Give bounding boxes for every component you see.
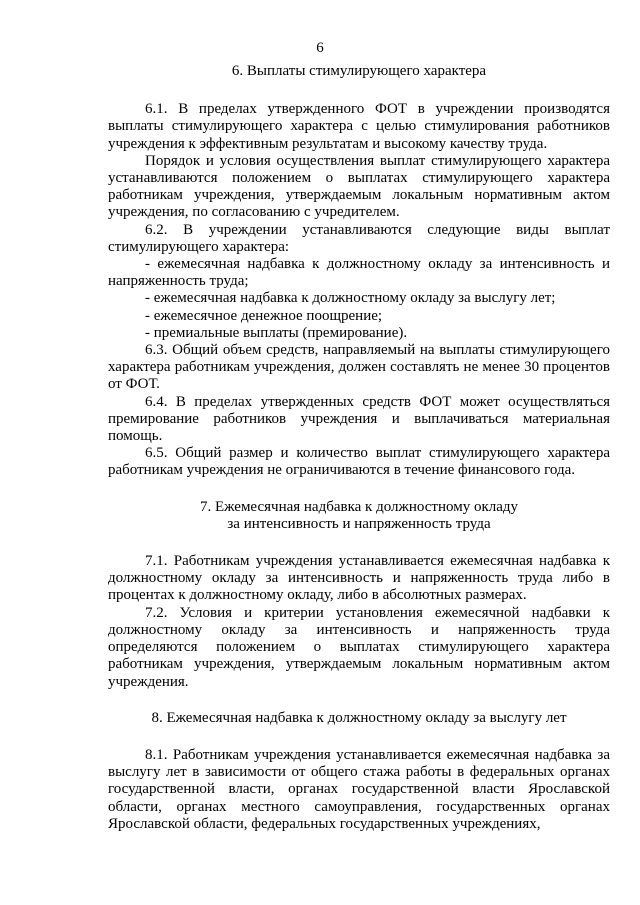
page-number: 6 (316, 40, 324, 56)
list-item-monetary-reward: - ежемесячное денежное поощрение; (145, 307, 383, 324)
paragraph-6-2: 6.2. В учреждении устанавливаются следующие виды выплат стимулирующего характера: (108, 221, 610, 255)
paragraph-8-1: 8.1. Работникам учреждения устанавливается ежемесячная надбавка за выслугу лет в зависимости от общего стажа работы в федеральных органах государственной власти, органах государственной власти Ярославской области, органах местного самоуправления, государственных органах Ярославской области, федеральных государственных учреждениях, (108, 746, 610, 832)
paragraph-6-3: 6.3. Общий объем средств, направляемый на выплаты стимулирующего характера работникам учреждения, должен составлять не менее 30 процентов от ФОТ. (108, 342, 610, 393)
document-body (108, 63, 610, 833)
paragraph-6-4: 6.4. В пределах утвержденных средств ФОТ может осуществляться премирование работников учреждения и выплачиваться материальная помощь. (108, 393, 610, 445)
paragraph-7-1: 7.1. Работникам учреждения устанавливается ежемесячная надбавка к должностному окладу за интенсивность и напряженность труда либо в процентах к должностному окладу, либо в абсолютных размерах. (108, 553, 610, 604)
list-item-intensity: - ежемесячная надбавка к должностному окладу за интенсивность и напряженность труда; (108, 256, 610, 290)
list-item-seniority: - ежемесячная надбавка к должностному окладу за выслугу лет; (145, 290, 556, 307)
paragraph-7-2: 7.2. Условия и критерии установления ежемесячной надбавки к должностному окладу за интенсивность и напряженность труда определяются положением о выплатах стимулирующего характера работникам учреждения, утверждаемым локальным нормативным актом учреждения. (108, 604, 610, 690)
section-6-heading: 6. Выплаты стимулирующего характера (231, 63, 487, 79)
paragraph-6-5: 6.5. Общий размер и количество выплат стимулирующего характера работникам учреждения не ограничиваются в течение финансового года. (108, 445, 610, 479)
section-7-heading-line-2: за интенсивность и напряженность труда (227, 515, 491, 532)
section-7-heading (108, 499, 610, 533)
paragraph-6-1: 6.1. В пределах утвержденного ФОТ в учреждении производятся выплаты стимулирующего характера с целью стимулирования работников учреждения к эффективным результатам и высокому качеству труда. (108, 101, 610, 152)
section-7-heading-line-1: 7. Ежемесячная надбавка к должностному окладу (199, 498, 519, 515)
list-item-bonus: - премиальные выплаты (премирование). (145, 324, 408, 341)
paragraph-6-1-order: Порядок и условия осуществления выплат стимулирующего характера устанавливаются положением о выплатах стимулирующего характера работникам учреждения, утверждаемым локальным нормативным актом учреждения, по согласованию с учредителем. (108, 152, 610, 221)
section-8-heading: 8. Ежемесячная надбавка к должностному окладу за выслугу лет (151, 709, 567, 726)
